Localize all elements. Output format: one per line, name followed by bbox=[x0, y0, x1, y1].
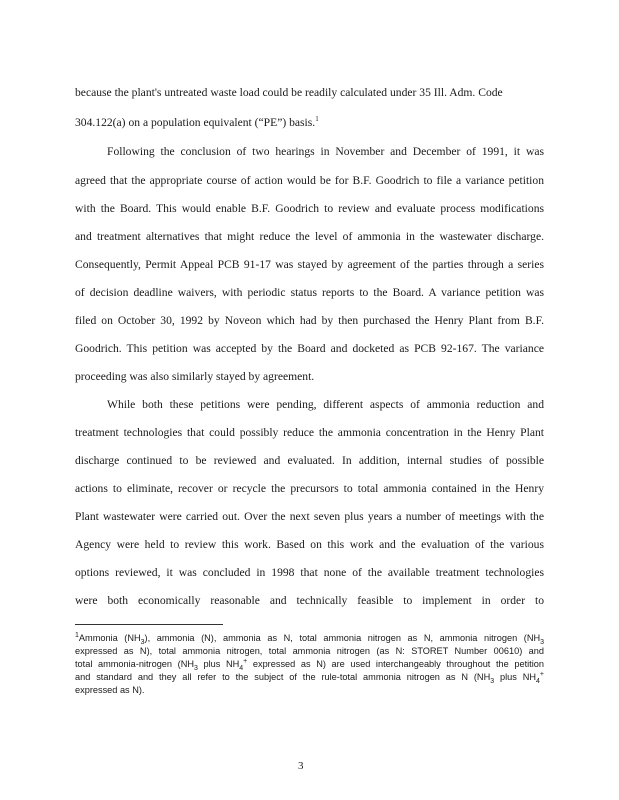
body-line-11: proceeding was also similarly stayed by agreement. bbox=[75, 370, 315, 383]
body-line-18: options reviewed, it was concluded in 1998 that none of the available treatment technologies bbox=[75, 566, 544, 579]
body-line-7: Consequently, Permit Appeal PCB 91-17 was stayed by agreement of the parties through a series bbox=[75, 258, 544, 271]
body-line-3: Following the conclusion of two hearings in November and December of 1991, it was bbox=[107, 145, 544, 158]
body-line-2: 304.122(a) on a population equivalent (“PE”) basis.$^1$ bbox=[75, 115, 319, 129]
body-line-19: were both economically reasonable and technically feasible to implement in order to bbox=[75, 594, 544, 607]
body-line-5: with the Board. This would enable B.F. Goodrich to review and evaluate process modifications bbox=[75, 202, 544, 215]
body-line-15: actions to eliminate, recover or recycle the precursors to total ammonia contained in the Henry bbox=[75, 482, 544, 495]
footnote-line-5: expressed as N). bbox=[75, 685, 145, 695]
body-line-12: While both these petitions were pending, different aspects of ammonia reduction and bbox=[107, 398, 544, 411]
body-line-1: because the plant's untreated waste load could be readily calculated under 35 Ill. Adm. Code bbox=[75, 86, 503, 99]
body-line-8: of decision deadline waivers, with periodic status reports to the Board. A variance petition was bbox=[75, 286, 544, 299]
body-line-9: filed on October 30, 1992 by Noveon which had by then purchased the Henry Plant from B.F. bbox=[75, 314, 544, 327]
body-line-17: Agency were held to review this work. Based on this work and the evaluation of the various bbox=[75, 538, 544, 551]
page-number: 3 bbox=[298, 760, 304, 772]
footnote-marker: 1 bbox=[75, 631, 79, 639]
body-line-14: discharge continued to be reviewed and evaluated. In addition, internal studies of possible bbox=[75, 454, 544, 467]
footnote-divider bbox=[75, 624, 223, 625]
footnote-line-3: total ammonia-nitrogen ($NH_3$ plus $NH_4^+$ expressed as N) are used interchangeably throughout the petition bbox=[75, 657, 544, 672]
footnote-line-4: and standard and they all refer to the subject of the rule-total ammonia nitrogen as N ($NH_3$ plus $NH_4^+$ bbox=[75, 670, 544, 685]
footnote-line-1: $^1$Ammonia $(NH_3)$, ammonia (N), ammonia as N, total ammonia nitrogen as N, ammonia nitrogen ($NH_3$ bbox=[75, 631, 545, 646]
body-line-13: treatment technologies that could possibly reduce the ammonia concentration in the Henry Plant bbox=[75, 426, 544, 439]
body-line-16: Plant wastewater were carried out. Over the next seven plus years a number of meetings with the bbox=[75, 510, 544, 523]
body-line-4: agreed that the appropriate course of action would be for B.F. Goodrich to file a variance petition bbox=[75, 174, 544, 187]
body-line-6: and treatment alternatives that might reduce the level of ammonia in the wastewater discharge. bbox=[75, 230, 544, 243]
footnote-line-2: expressed as N), total ammonia nitrogen, total ammonia nitrogen (as N: STORET Number 00610) and bbox=[75, 646, 544, 656]
body-line-10: Goodrich. This petition was accepted by the Board and docketed as PCB 92-167. The variance bbox=[75, 342, 544, 355]
footnote-reference: 1 bbox=[315, 115, 319, 124]
